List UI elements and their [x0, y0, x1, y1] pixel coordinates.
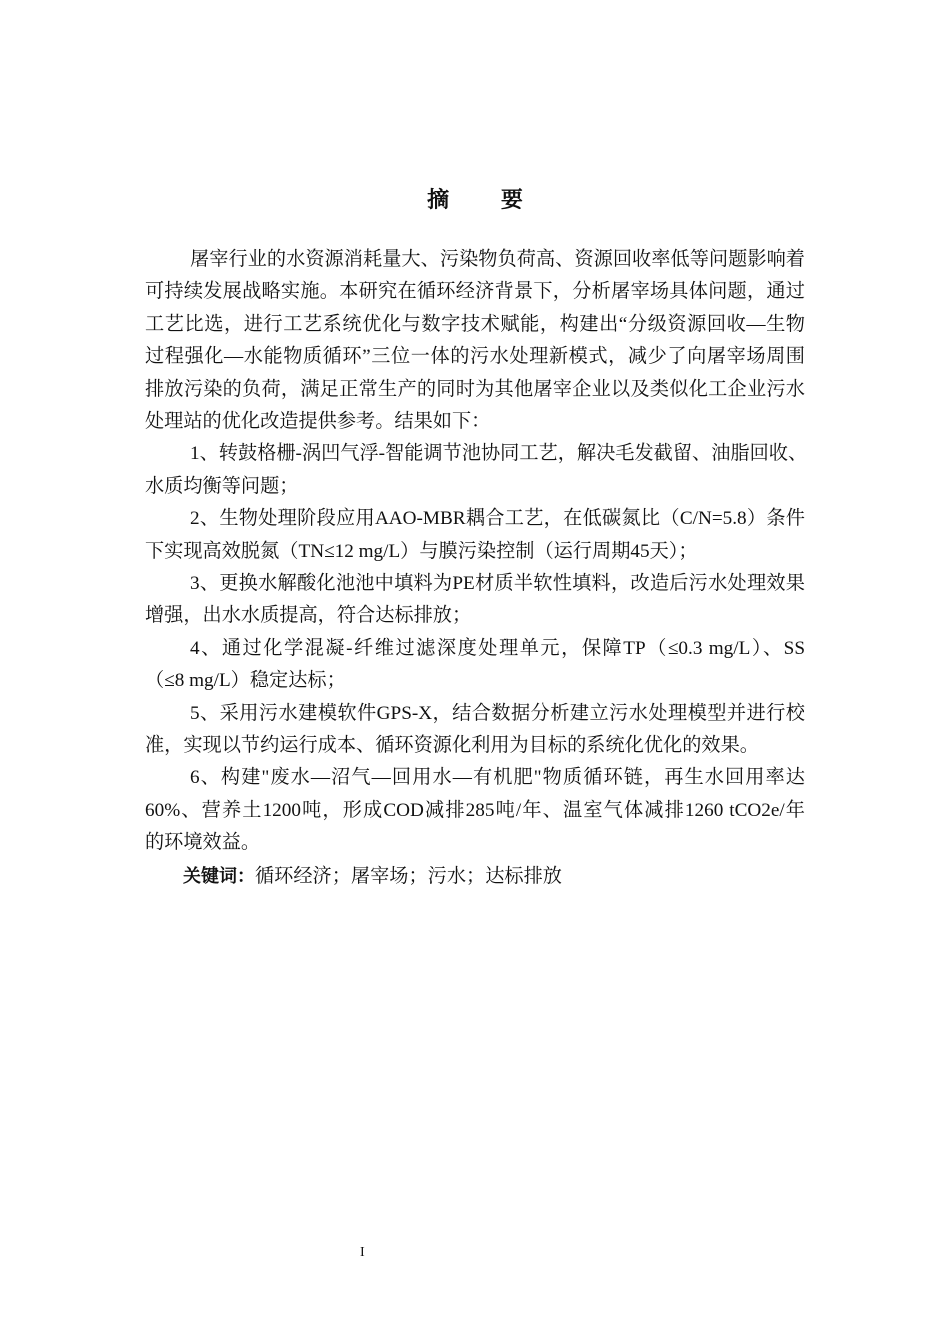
abstract-title: 摘 要 [427, 188, 545, 213]
abstract-line: 5、采用污水建模软件GPS-X，结合数据分析建立污水处理模型并进行校 [190, 702, 805, 724]
abstract-line: 增强，出水水质提高，符合达标排放； [145, 605, 472, 627]
abstract-line: 3、更换水解酸化池池中填料为PE材质半软性填料，改造后污水处理效果 [190, 573, 805, 594]
abstract-line: 水质均衡等问题； [145, 475, 299, 497]
keywords [183, 865, 562, 889]
keywords-label: 关键词： [183, 866, 255, 887]
abstract-line: 60%、营养土1200吨，形成COD减排285吨/年、温室气体减排1260 tCO2e/年 [145, 799, 805, 821]
abstract-line: 过程强化—水能物质循环”三位一体的污水处理新模式，减少了向屠宰场周围 [145, 346, 805, 368]
abstract-line: 的环境效益。 [145, 832, 261, 854]
page-number: I [360, 1245, 365, 1260]
abstract-line: 1、转鼓格栅-涡凹气浮-智能调节池协同工艺，解决毛发截留、油脂回收、 [190, 443, 808, 465]
abstract-line: 屠宰行业的水资源消耗量大、污染物负荷高、资源回收率低等问题影响着 [190, 249, 805, 270]
abstract-line: 2、生物处理阶段应用AAO-MBR耦合工艺，在低碳氮比（C/N=5.8）条件 [190, 508, 805, 530]
abstract-line: 工艺比选，进行工艺系统优化与数字技术赋能，构建出“分级资源回收—生物 [145, 313, 805, 335]
abstract-line: 处理站的优化改造提供参考。结果如下： [145, 411, 491, 432]
abstract-line: 排放污染的负荷，满足正常生产的同时为其他屠宰企业以及类似化工企业污水 [145, 378, 805, 400]
abstract-line: 可持续发展战略实施。本研究在循环经济背景下，分析屠宰场具体问题，通过 [145, 281, 805, 303]
keywords-value: 循环经济；屠宰场；污水；达标排放 [255, 866, 562, 887]
abstract-line: 4、通过化学混凝-纤维过滤深度处理单元，保障TP（≤0.3 mg/L）、SS [190, 637, 805, 659]
abstract-line: 准，实现以节约运行成本、循环资源化利用为目标的系统化优化的效果。 [145, 735, 759, 756]
abstract-line: 6、构建"废水—沼气—回用水—有机肥"物质循环链，再生水回用率达 [190, 767, 805, 789]
abstract-line: 下实现高效脱氮（TN≤12 mg/L）与膜污染控制（运行周期45天）； [145, 540, 698, 562]
abstract-line: （≤8 mg/L）稳定达标； [145, 670, 346, 692]
